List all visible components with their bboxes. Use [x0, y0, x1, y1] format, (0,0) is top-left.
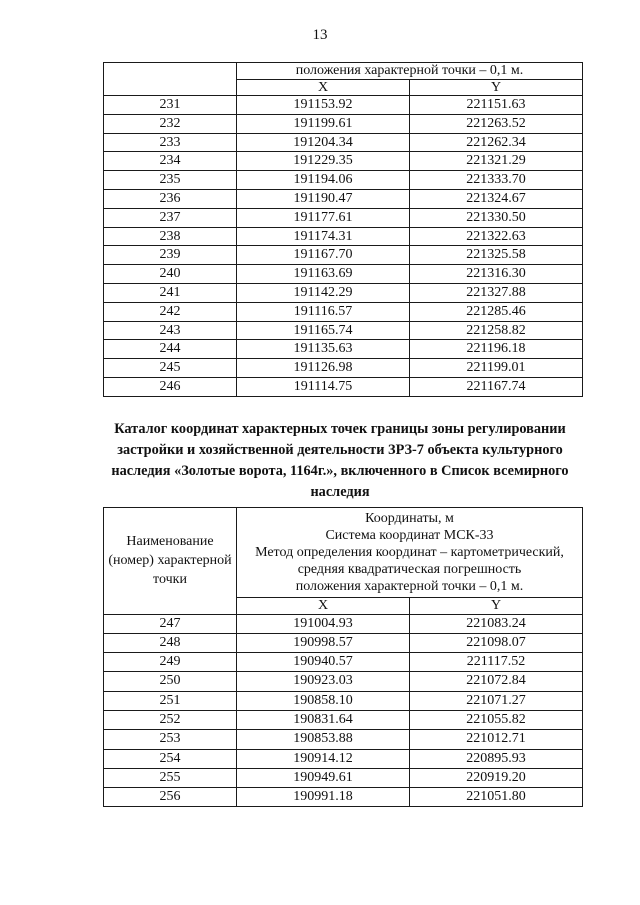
x-coordinate-cell: 191142.29 [237, 283, 410, 302]
y-coordinate-cell: 221327.88 [410, 283, 583, 302]
point-number-cell: 237 [104, 208, 237, 227]
y-coordinate-cell: 221051.80 [410, 788, 583, 807]
x-coordinate-cell: 190940.57 [237, 653, 410, 672]
y-coordinate-cell: 221330.50 [410, 208, 583, 227]
table-row [104, 749, 583, 768]
table-row [104, 633, 583, 652]
y-coordinate-cell: 221262.34 [410, 133, 583, 152]
table-row [104, 359, 583, 378]
point-number-cell: 239 [104, 246, 237, 265]
point-number-cell: 249 [104, 653, 237, 672]
column-y-header: Y [410, 79, 583, 96]
y-coordinate-cell: 221263.52 [410, 114, 583, 133]
table-row [104, 377, 583, 396]
y-coordinate-cell: 221117.52 [410, 653, 583, 672]
table-row [104, 171, 583, 190]
point-number-cell: 234 [104, 152, 237, 171]
x-coordinate-cell: 190914.12 [237, 749, 410, 768]
table-row [104, 710, 583, 729]
point-number-cell: 241 [104, 283, 237, 302]
coordinates-table [103, 507, 583, 807]
x-coordinate-cell: 190858.10 [237, 691, 410, 710]
x-coordinate-cell: 190853.88 [237, 730, 410, 749]
point-number-cell: 246 [104, 377, 237, 396]
page-number: 13 [312, 27, 328, 43]
table-header-row [104, 63, 583, 80]
name-header-cell [104, 63, 237, 96]
point-number-cell: 245 [104, 359, 237, 378]
x-coordinate-cell: 191174.31 [237, 227, 410, 246]
x-coordinate-cell: 191177.61 [237, 208, 410, 227]
y-coordinate-cell: 221083.24 [410, 614, 583, 633]
point-number-cell: 247 [104, 614, 237, 633]
table-row [104, 614, 583, 633]
table-row [104, 208, 583, 227]
point-number-cell: 254 [104, 749, 237, 768]
y-coordinate-cell: 220919.20 [410, 768, 583, 787]
table-row [104, 114, 583, 133]
table-row [104, 189, 583, 208]
y-coordinate-cell: 221196.18 [410, 340, 583, 359]
point-number-cell: 255 [104, 768, 237, 787]
table-row [104, 340, 583, 359]
table-row [104, 302, 583, 321]
point-number-cell: 251 [104, 691, 237, 710]
x-coordinate-cell: 191204.34 [237, 133, 410, 152]
accuracy-header: положения характерной точки – 0,1 м. [237, 63, 583, 80]
point-number-cell: 233 [104, 133, 237, 152]
column-x-header: X [237, 598, 410, 615]
point-number-cell: 231 [104, 96, 237, 115]
column-y-header: Y [410, 598, 583, 615]
y-coordinate-cell: 221258.82 [410, 321, 583, 340]
catalog-title-line: застройки и хозяйственной деятельности ЗРЗ-7 объекта культурного [117, 442, 563, 458]
x-coordinate-cell: 191167.70 [237, 246, 410, 265]
y-coordinate-cell: 221324.67 [410, 189, 583, 208]
x-coordinate-cell: 191163.69 [237, 265, 410, 284]
y-coordinate-cell: 221072.84 [410, 672, 583, 691]
table-row [104, 133, 583, 152]
point-number-cell: 238 [104, 227, 237, 246]
x-coordinate-cell: 191114.75 [237, 377, 410, 396]
table-row [104, 227, 583, 246]
point-number-cell: 250 [104, 672, 237, 691]
coords-header-line: Метод определения координат – картометрический, [255, 545, 564, 560]
x-coordinate-cell: 191004.93 [237, 614, 410, 633]
x-coordinate-cell: 191116.57 [237, 302, 410, 321]
x-coordinate-cell: 191190.47 [237, 189, 410, 208]
catalog-title-line: наследия «Золотые ворота, 1164г.», включенного в Список всемирного [111, 463, 569, 479]
table-row [104, 265, 583, 284]
y-coordinate-cell: 221055.82 [410, 710, 583, 729]
table-row [104, 730, 583, 749]
x-coordinate-cell: 190923.03 [237, 672, 410, 691]
coordinates-table-continued [103, 62, 583, 397]
table-row [104, 152, 583, 171]
point-number-cell: 232 [104, 114, 237, 133]
y-coordinate-cell: 221285.46 [410, 302, 583, 321]
y-coordinate-cell: 221333.70 [410, 171, 583, 190]
y-coordinate-cell: 221012.71 [410, 730, 583, 749]
coords-header-line: средняя квадратическая погрешность [297, 562, 522, 577]
catalog-title [96, 419, 584, 503]
x-coordinate-cell: 191165.74 [237, 321, 410, 340]
x-coordinate-cell: 190998.57 [237, 633, 410, 652]
y-coordinate-cell: 221325.58 [410, 246, 583, 265]
x-coordinate-cell: 191194.06 [237, 171, 410, 190]
column-x-header: X [237, 79, 410, 96]
point-number-cell: 243 [104, 321, 237, 340]
table-row [104, 691, 583, 710]
table-row [104, 246, 583, 265]
y-coordinate-cell: 221316.30 [410, 265, 583, 284]
y-coordinate-cell: 221322.63 [410, 227, 583, 246]
point-number-cell: 253 [104, 730, 237, 749]
y-coordinate-cell: 221199.01 [410, 359, 583, 378]
table-row [104, 788, 583, 807]
table-row [104, 768, 583, 787]
point-number-cell: 244 [104, 340, 237, 359]
x-coordinate-cell: 191126.98 [237, 359, 410, 378]
x-coordinate-cell: 190949.61 [237, 768, 410, 787]
point-number-cell: 256 [104, 788, 237, 807]
coords-header-line: Система координат МСК-33 [325, 528, 494, 543]
catalog-title-line: Каталог координат характерных точек границы зоны регулировании [114, 421, 566, 437]
coords-header-line: Координаты, м [365, 511, 454, 526]
y-coordinate-cell: 221167.74 [410, 377, 583, 396]
y-coordinate-cell: 221098.07 [410, 633, 583, 652]
y-coordinate-cell: 221071.27 [410, 691, 583, 710]
table-header-row [104, 508, 583, 598]
point-number-cell: 235 [104, 171, 237, 190]
x-coordinate-cell: 191229.35 [237, 152, 410, 171]
coords-header [237, 508, 583, 598]
table-row [104, 672, 583, 691]
table-row [104, 653, 583, 672]
x-coordinate-cell: 191199.61 [237, 114, 410, 133]
point-number-cell: 236 [104, 189, 237, 208]
point-number-cell: 240 [104, 265, 237, 284]
point-number-cell: 242 [104, 302, 237, 321]
y-coordinate-cell: 220895.93 [410, 749, 583, 768]
x-coordinate-cell: 190831.64 [237, 710, 410, 729]
catalog-title-line: наследия [310, 484, 370, 500]
coords-header-line: положения характерной точки – 0,1 м. [295, 579, 524, 594]
name-header-cell: Наименование (номер) характерной точки [104, 508, 237, 615]
y-coordinate-cell: 221151.63 [410, 96, 583, 115]
y-coordinate-cell: 221321.29 [410, 152, 583, 171]
x-coordinate-cell: 191153.92 [237, 96, 410, 115]
table-row [104, 321, 583, 340]
point-number-cell: 248 [104, 633, 237, 652]
table-row [104, 283, 583, 302]
x-coordinate-cell: 191135.63 [237, 340, 410, 359]
x-coordinate-cell: 190991.18 [237, 788, 410, 807]
point-number-cell: 252 [104, 710, 237, 729]
table-row [104, 96, 583, 115]
